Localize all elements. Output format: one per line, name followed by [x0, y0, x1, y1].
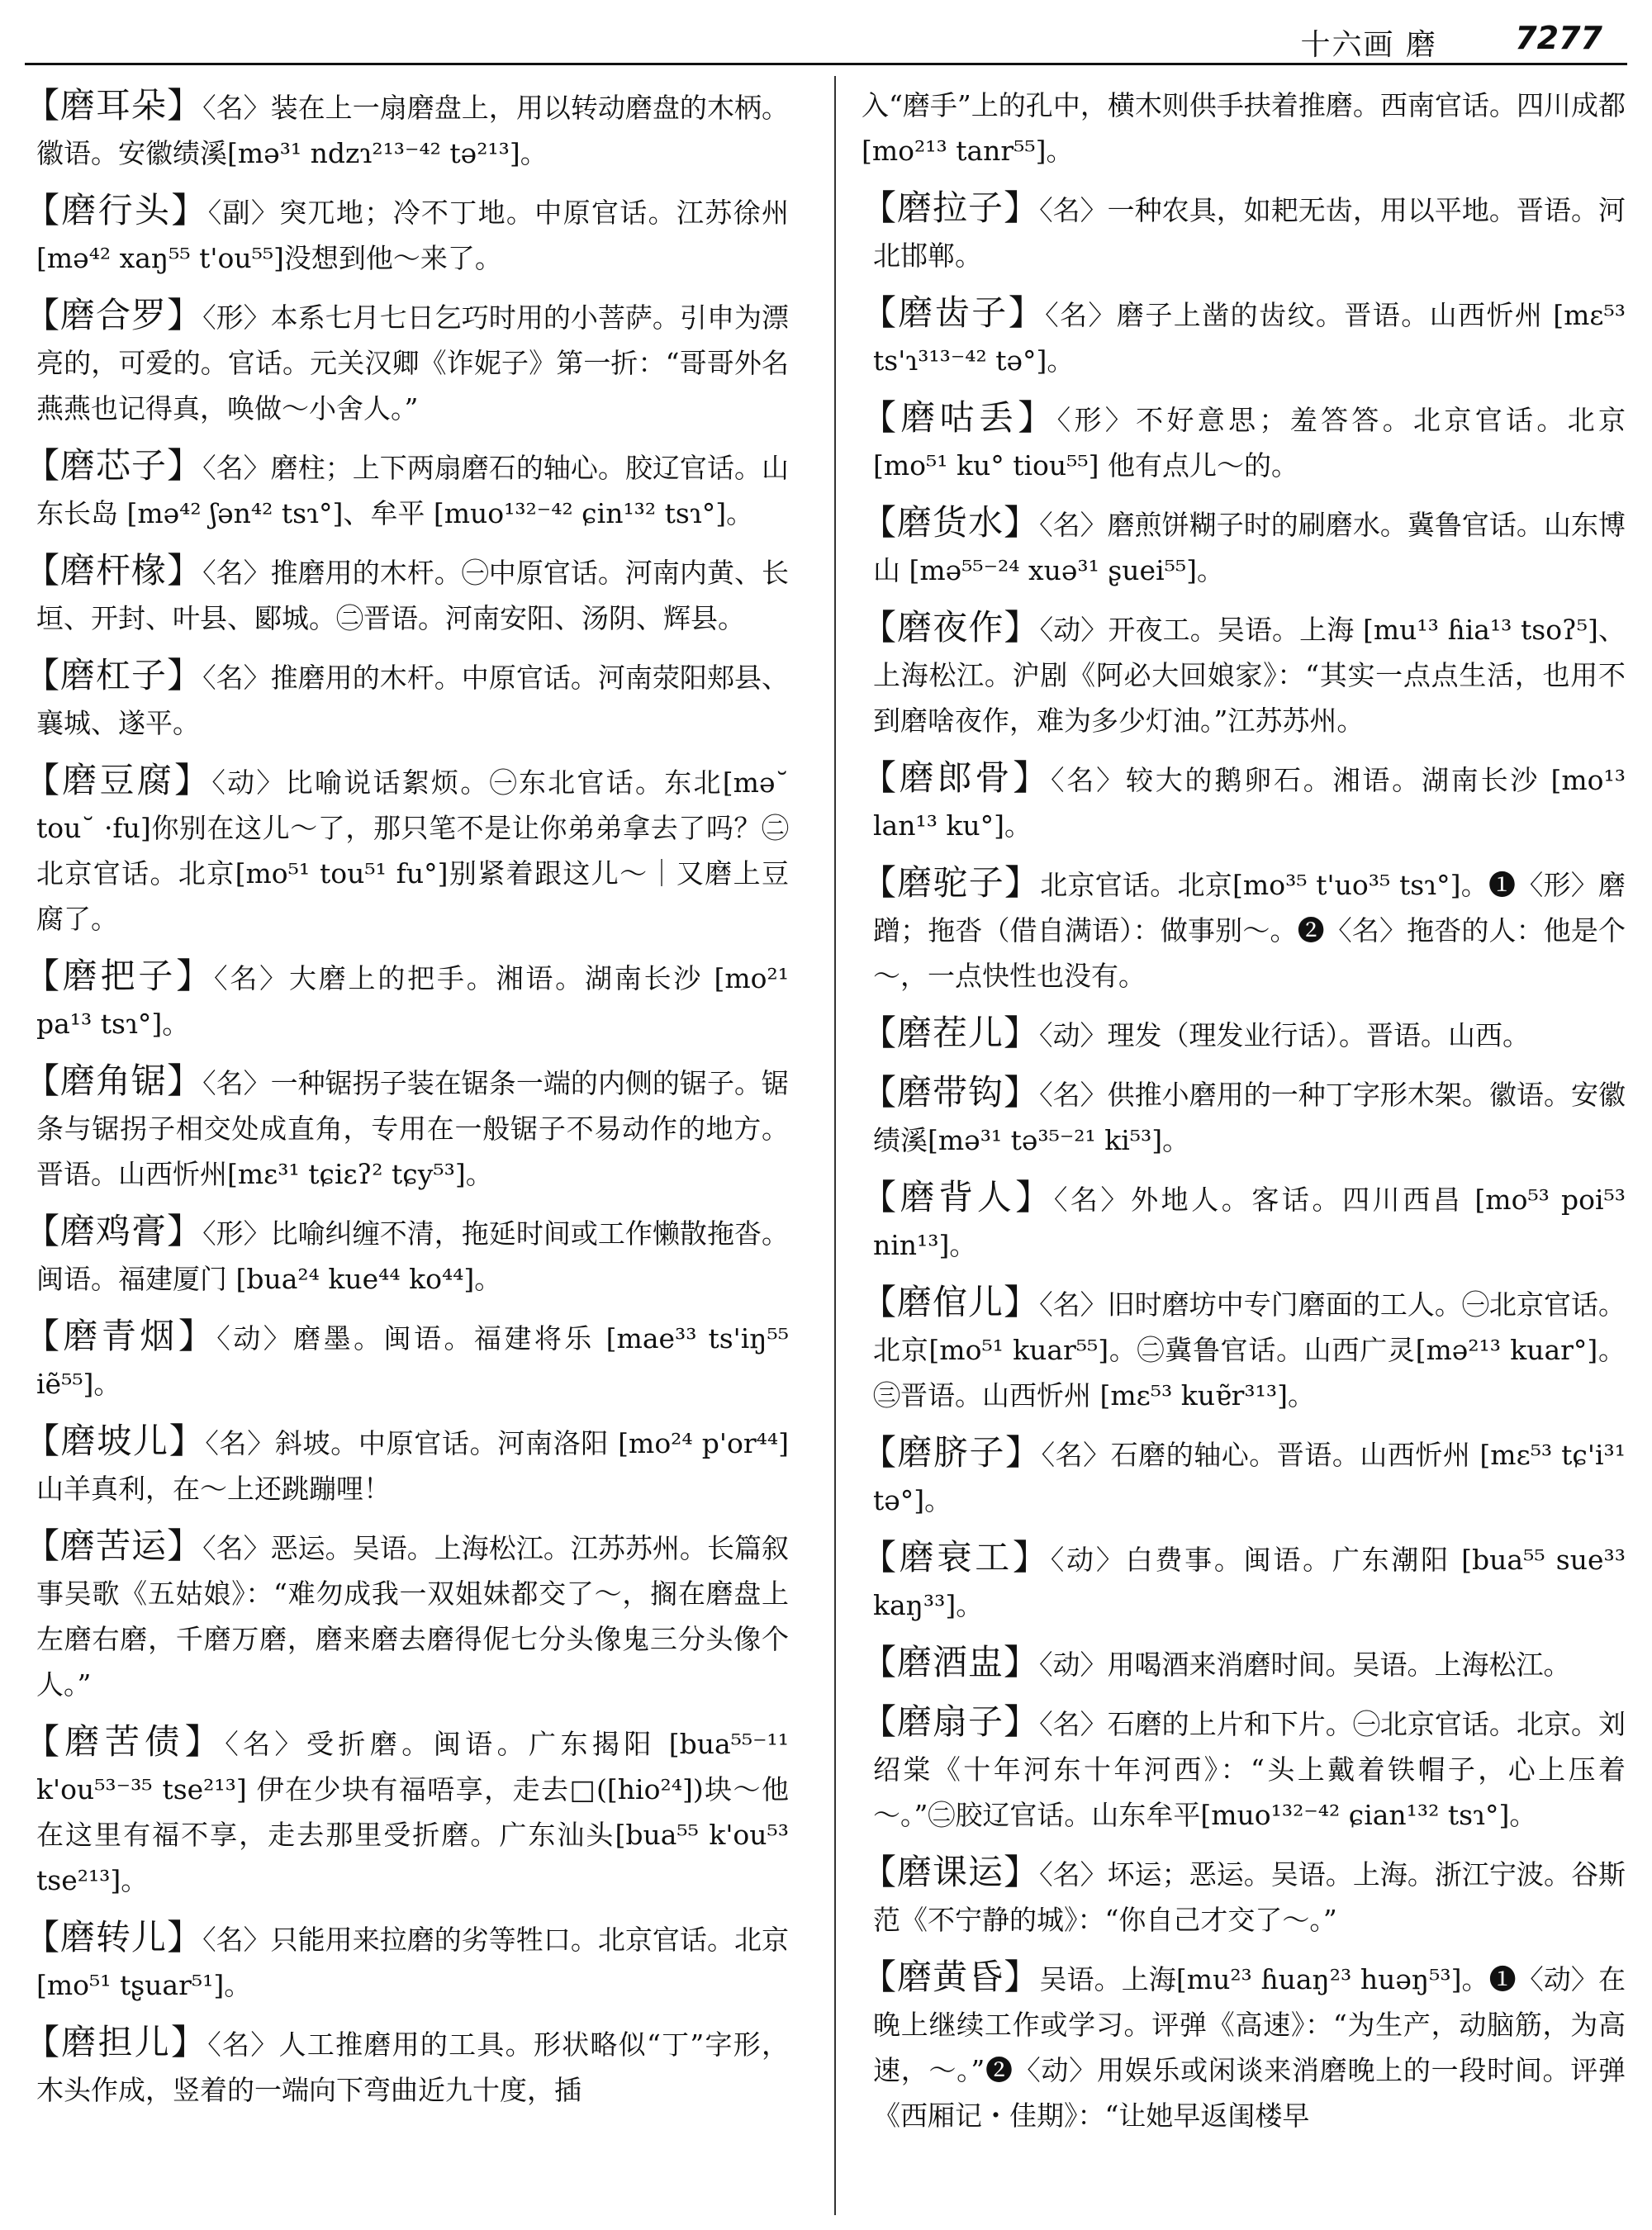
entry-definition: 〈名〉恶运。吴语。上海松江。江苏苏州。长篇叙事吴歌《五姑娘》：“难勿成我一双姐妹都交了～，搁在磨盘上左磨右磨，千磨万磨，磨来磨去磨得伲七分头像鬼三分头像个人。” [36, 1532, 789, 1701]
entry-headword: 【磨豆腐】 [25, 760, 212, 800]
entry-definition: 〈形〉本系七月七日乞巧时用的小菩萨。引申为漂亮的，可爱的。官话。元关汉卿《诈妮子》第一折：“哥哥外名燕燕也记得真，唤做～小舍人。” [36, 301, 789, 425]
entry-definition: 〈名〉磨子上凿的齿纹。晋语。山西忻州 [mɛ⁵³ ts'ɿ³¹³⁻⁴² tə°]。 [873, 299, 1626, 377]
dictionary-entry [862, 1954, 1626, 2138]
entry-headword: 【磨背人】 [862, 1177, 1054, 1217]
entry-definition: 〈动〉白费事。闽语。广东潮阳 [bua⁵⁵ sue³³ kaŋ³³]。 [873, 1544, 1626, 1621]
dictionary-entry [25, 443, 789, 536]
dictionary-entry [25, 652, 789, 746]
entry-definition: 〈动〉比喻说话絮烦。㊀东北官话。东北[mə˘ tou˘ ·fu]你别在这儿～了，那只笔不是让你弟弟拿去了吗？㊁北京官话。北京[mo⁵¹ tou⁵¹ fu°]别紧着跟这儿～｜又磨上豆腐了。 [36, 766, 789, 935]
entry-definition: 〈形〉比喻纠缠不清，拖延时间或工作懒散拖沓。闽语。福建厦门 [bua²⁴ kue⁴⁴ ko⁴⁴]。 [36, 1217, 789, 1295]
dictionary-entry [862, 1849, 1626, 1943]
entry-definition: 〈动〉开夜工。吴语。上海 [mu¹³ ɦia¹³ tsoʔ⁵]、上海松江。沪剧《阿必大回娘家》：“其实一点点生活，也用不到磨啥夜作，难为多少灯油。”江苏苏州。 [873, 614, 1626, 737]
entry-definition: 吴语。上海[mu²³ ɦuaŋ²³ huəŋ⁵³]。❶〈动〉在晚上继续工作或学习。评弹《高速》：“为生产，动脑筋，为高速，～。”❷〈动〉用娱乐或闲谈来消磨晚上的一段时间。评弹《西厢记・佳期》：“让她早返闺楼早 [873, 1963, 1626, 2132]
entry-definition: 〈名〉坏运；恶运。吴语。上海。浙江宁波。谷斯范《不宁静的城》：“你自己才交了～。” [873, 1858, 1626, 1936]
entry-headword: 【磨鸡膏】 [25, 1211, 203, 1251]
entry-headword: 【磨扇子】 [862, 1701, 1040, 1742]
entry-definition: 〈动〉磨墨。闽语。福建将乐 [mae³³ ts'iŋ⁵⁵ iẽ⁵⁵]。 [36, 1322, 789, 1400]
entry-definition: 〈名〉石磨的上片和下片。㊀北京官话。北京。刘绍棠《十年河东十年河西》：“头上戴着铁帽子，心上压着～。”㊁胶辽官话。山东牟平[muo¹³²⁻⁴² ɕian¹³² tsɿ°]。 [873, 1708, 1626, 1831]
entry-definition: 〈名〉较大的鹅卵石。湘语。湖南长沙 [mo¹³ lan¹³ ku°]。 [873, 764, 1626, 842]
dictionary-entry [25, 292, 789, 431]
entry-headword: 【磨芯子】 [25, 445, 203, 486]
entry-headword: 【磨杠子】 [25, 655, 203, 695]
entry-headword: 【磨担儿】 [25, 2022, 208, 2062]
dictionary-entry [862, 1070, 1626, 1163]
dictionary-entry [862, 755, 1626, 848]
entry-definition: 北京官话。北京[mo³⁵ t'uo³⁵ tsɿ°]。❶〈形〉磨蹭；拖沓（借自满语）：做事别～。❷〈名〉拖沓的人：他是个～，一点快性也没有。 [873, 869, 1626, 992]
dictionary-entry [862, 605, 1626, 743]
page-number: 7277 [1515, 20, 1602, 56]
dictionary-entry [862, 1174, 1626, 1268]
entry-headword: 【磨脐子】 [862, 1432, 1042, 1473]
dictionary-entry [862, 185, 1626, 278]
entry-definition: 〈动〉用喝酒来消磨时间。吴语。上海松江。 [1039, 1649, 1571, 1681]
entry-headword: 【磨酒盅】 [862, 1642, 1040, 1682]
right-column [862, 83, 1626, 2213]
dictionary-entry [25, 83, 789, 176]
dictionary-entry [862, 1010, 1626, 1058]
dictionary-entry [25, 1313, 789, 1407]
entry-definition: 〈名〉磨柱；上下两扇磨石的轴心。胶辽官话。山东长岛 [mə⁴² ʃən⁴² tsɿ°]、牟平 [muo¹³²⁻⁴² ɕin¹³² tsɿ°]。 [36, 452, 789, 529]
entry-headword: 【磨茬儿】 [862, 1013, 1040, 1053]
entry-definition: 〈动〉理发（理发业行话）。晋语。山西。 [1039, 1019, 1531, 1051]
dictionary-entry [25, 953, 789, 1046]
entry-headword: 【磨行头】 [25, 190, 208, 230]
entry-definition: 〈名〉受折磨。闽语。广东揭阳 [bua⁵⁵⁻¹¹ k'ou⁵³⁻³⁵ tse²¹³] 伊在少块有福唔享，走去□([hio²⁴])块～他在这里有福不享，走去那里受折磨。广东汕头[bua⁵⁵ k'ou⁵³ tse²¹³]。 [36, 1728, 789, 1896]
dictionary-entry [862, 1430, 1626, 1523]
entry-headword: 【磨角锯】 [25, 1060, 203, 1101]
entry-headword: 【磨课运】 [862, 1852, 1040, 1892]
dictionary-entry [25, 1719, 789, 1903]
page-header [25, 15, 1627, 65]
entry-definition: 〈名〉推磨用的木杆。中原官话。河南荥阳郏县、襄城、遂平。 [36, 662, 789, 739]
entry-headword: 【磨黄昏】 [862, 1957, 1040, 1997]
entry-definition: 〈名〉大磨上的把手。湘语。湖南长沙 [mo²¹ pa¹³ tsɿ°]。 [36, 962, 789, 1040]
entry-definition: 〈名〉供推小磨用的一种丁字形木架。徽语。安徽绩溪[mə³¹ tə³⁵⁻²¹ ki⁵³]。 [873, 1079, 1626, 1156]
entry-headword: 【磨坡儿】 [25, 1421, 206, 1461]
entry-definition: 〈名〉装在上一扇磨盘上，用以转动磨盘的木柄。徽语。安徽绩溪[mə³¹ ndzɿ²¹³⁻⁴² tə²¹³]。 [36, 92, 789, 169]
entry-headword: 【磨苦运】 [25, 1525, 203, 1566]
entry-definition: 〈名〉外地人。客话。四川西昌 [mo⁵³ poi⁵³ nin¹³]。 [873, 1184, 1626, 1261]
entry-headword: 【磨倌儿】 [862, 1282, 1040, 1322]
dictionary-entry [25, 1058, 789, 1197]
section-title: 十六画 磨 [1300, 28, 1437, 62]
dictionary-entry [862, 395, 1626, 488]
entry-definition: 〈副〉突兀地；冷不丁地。中原官话。江苏徐州 [mə⁴² xaŋ⁵⁵ t'ou⁵⁵]没想到他～来了。 [36, 197, 789, 274]
entry-definition: 〈名〉推磨用的木杆。㊀中原官话。河南内黄、长垣、开封、叶县、郾城。㊁晋语。河南安阳、汤阴、辉县。 [36, 557, 789, 634]
entry-headword: 【磨合罗】 [25, 295, 203, 335]
entry-headword: 【磨货水】 [862, 502, 1040, 543]
dictionary-entry [862, 1639, 1626, 1687]
entry-definition: 〈名〉人工推磨用的工具。形状略似“丁”字形，木头作成，竖着的一端向下弯曲近九十度，插 [36, 2028, 789, 2106]
dictionary-entry [25, 757, 789, 942]
entry-headword: 【磨衰工】 [862, 1537, 1051, 1578]
entry-headword: 【磨驼子】 [862, 862, 1041, 903]
dictionary-entry [25, 2019, 789, 2113]
dictionary-entry [25, 1208, 789, 1302]
entry-definition: 〈名〉只能用来拉磨的劣等牲口。北京官话。北京[mo⁵¹ tʂuar⁵¹]。 [36, 1924, 789, 2001]
dictionary-entry [25, 1523, 789, 1707]
entry-headword: 【磨带钩】 [862, 1072, 1040, 1113]
entry-headword: 【磨杆椽】 [25, 550, 203, 591]
entry-definition: 〈名〉石磨的轴心。晋语。山西忻州 [mɛ⁵³ tɕ'i³¹ tə°]。 [873, 1439, 1626, 1516]
dictionary-entry [862, 290, 1626, 383]
dictionary-entry [862, 83, 1626, 173]
dictionary-entry [862, 1699, 1626, 1838]
entry-definition: 〈名〉旧时磨坊中专门磨面的工人。㊀北京官话。北京[mo⁵¹ kuar⁵⁵]。㊁冀鲁官话。山西广灵[mə²¹³ kuar°]。㊂晋语。山西忻州 [mɛ⁵³ kuɐ̃r³¹³]。 [873, 1288, 1626, 1412]
entry-headword: 【磨苦债】 [25, 1721, 225, 1762]
dictionary-entry [25, 187, 789, 281]
entry-headword: 【磨郎骨】 [862, 757, 1051, 798]
left-column [25, 83, 789, 2213]
dictionary-entry [862, 860, 1626, 999]
entry-definition: 〈名〉斜坡。中原官话。河南洛阳 [mo²⁴ p'or⁴⁴] 山羊真利，在～上还跳蹦哩！ [36, 1427, 789, 1505]
entry-headword: 【磨齿子】 [862, 292, 1046, 333]
entry-headword: 【磨咕丢】 [862, 397, 1057, 438]
dictionary-entry [25, 1418, 789, 1511]
entry-headword: 【磨夜作】 [862, 607, 1040, 648]
entry-definition: 〈名〉一种农具，如耙无齿，用以平地。晋语。河北邯郸。 [873, 194, 1626, 272]
dictionary-entry [862, 1535, 1626, 1628]
entry-headword: 【磨转儿】 [25, 1917, 203, 1957]
entry-definition: 〈名〉磨煎饼糊子时的刷磨水。冀鲁官话。山东博山 [mə⁵⁵⁻²⁴ xuə³¹ ʂuei⁵⁵]。 [873, 509, 1626, 586]
entry-headword: 【磨耳朵】 [25, 85, 203, 126]
dictionary-entry [25, 548, 789, 641]
entry-definition: 〈名〉一种锯拐子装在锯条一端的内侧的锯子。锯条与锯拐子相交处成直角，专用在一般锯子不易动作的地方。晋语。山西忻州[mɛ³¹ tɕiɛʔ² tɕy⁵³]。 [36, 1067, 789, 1190]
dictionary-entry [25, 1914, 789, 2008]
entry-headword: 【磨把子】 [25, 956, 215, 996]
entry-definition: 入“磨手”上的孔中，横木则供手扶着推磨。西南官话。四川成都[mo²¹³ tanr⁵⁵]。 [862, 89, 1626, 167]
entry-definition: 〈形〉不好意思；羞答答。北京官话。北京 [mo⁵¹ ku° tiou⁵⁵] 他有点儿～的。 [873, 404, 1626, 482]
column-divider [834, 76, 836, 2215]
entry-headword: 【磨拉子】 [862, 187, 1040, 228]
dictionary-entry [862, 500, 1626, 593]
entry-headword: 【磨青烟】 [25, 1316, 217, 1356]
dictionary-entry [862, 1279, 1626, 1418]
